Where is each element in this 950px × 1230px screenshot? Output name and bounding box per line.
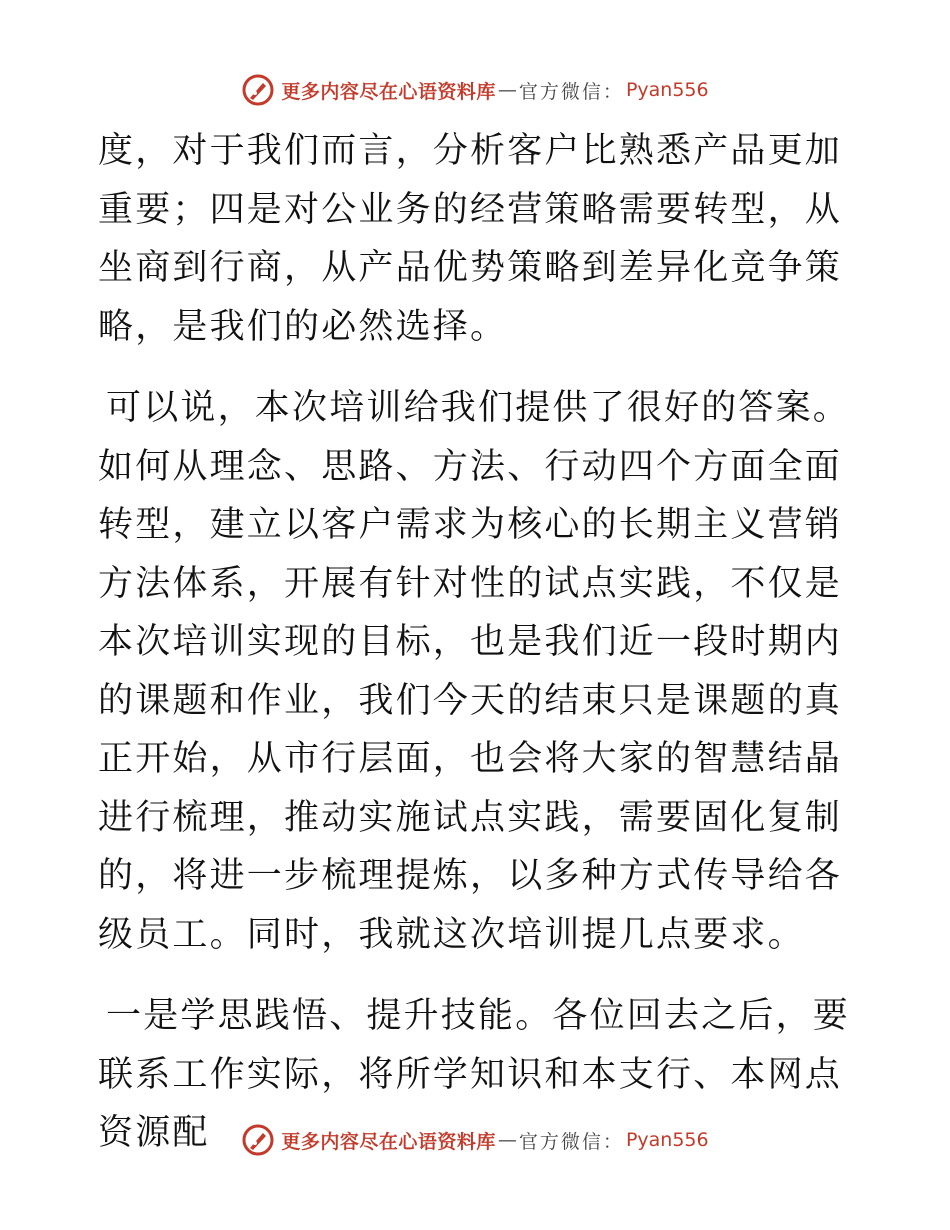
watermark-site-text: 更多内容尽在心语资料库 xyxy=(281,1130,496,1153)
header-watermark xyxy=(0,70,950,110)
watermark-wechat-label: 官方微信： xyxy=(518,1130,624,1153)
document-body xyxy=(98,122,858,1163)
watermark-wechat-label: 官方微信： xyxy=(518,80,624,103)
paragraph-3: 一是学思践悟、提升技能。各位回去之后，要联系工作实际，将所学知识和本支行、本网点资源配 xyxy=(98,996,851,1153)
footer-watermark xyxy=(0,1120,950,1160)
watermark-wechat-id: Pyan556 xyxy=(625,1129,709,1151)
watermark-dash: — xyxy=(497,1129,517,1151)
pen-nib-logo-icon xyxy=(241,73,275,107)
pen-nib-logo-icon xyxy=(241,1123,275,1157)
watermark-dash: — xyxy=(497,79,517,101)
paragraph-2: 可以说，本次培训给我们提供了很好的答案。如何从理念、思路、方法、行动四个方面全面转型，建立以客户需求为核心的长期主义营销方法体系，开展有针对性的试点实践，不仅是本次培训实现的目标，也是我们近一段时期内的课题和作业，我们今天的结束只是课题的真正开始，从市行层面，也会将大家的智慧结晶进行梳理，推动实施试点实践，需要固化复制的，将进一步梳理提炼，以多种方式传导给各级员工。同时，我就这次培训提几点要求。 xyxy=(98,388,851,955)
paragraph-1: 度，对于我们而言，分析客户比熟悉产品更加重要；四是对公业务的经营策略需要转型，从坐商到行商，从产品优势策略到差异化竞争策略，是我们的必然选择。 xyxy=(98,131,843,347)
watermark-wechat-id: Pyan556 xyxy=(625,79,709,101)
watermark-site-text: 更多内容尽在心语资料库 xyxy=(281,80,496,103)
